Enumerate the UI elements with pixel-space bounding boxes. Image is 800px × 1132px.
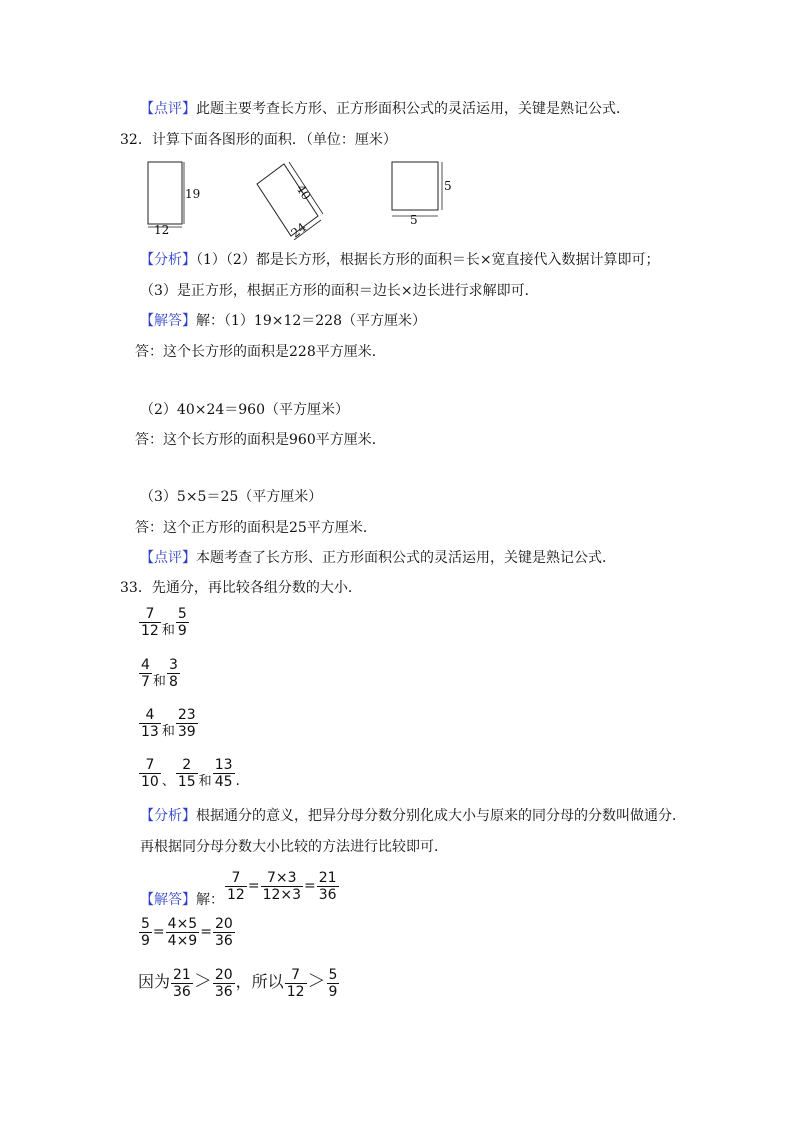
fraction: $\frac{7}{10}$: [141, 756, 159, 790]
comment-tag: 【点评】: [140, 101, 196, 117]
question-number: 32．: [120, 132, 152, 148]
reply-32-1: 答：这个长方形的面积是228平方厘米．: [135, 344, 386, 360]
square-height-label: 5: [444, 179, 452, 193]
comment-text: 本题考查了长方形、正方形面积公式的灵活运用，关键是熟记公式．: [196, 550, 616, 566]
question-text: 计算下面各图形的面积．（单位：厘米）: [151, 132, 397, 148]
answer-prefix: 解：: [196, 892, 224, 908]
equals: =: [152, 924, 165, 940]
and-text: 和: [198, 774, 212, 789]
fraction: $\frac{21}{36}$: [173, 966, 191, 1000]
figures: [140, 158, 470, 240]
greater-than: ＞: [307, 971, 326, 992]
reply-32-2: 答：这个长方形的面积是960平方厘米．: [135, 432, 386, 448]
answer-33-eq-2: [138, 912, 236, 952]
analysis-33-line-2: 再根据同分母分数大小比较的方法进行比较即可．: [140, 839, 448, 855]
comment-text: 此题主要考查长方形、正方形面积公式的灵活运用，关键是熟记公式．: [196, 101, 630, 117]
answer-32-line-2: （2）40×24＝960（平方厘米）: [140, 402, 349, 418]
rect2-side-a-label: 40: [293, 182, 314, 203]
fraction: $\frac{4\times 5}{4\times 9}$: [167, 915, 198, 949]
question-33: [120, 578, 362, 598]
answer-tag: 【解答】: [140, 892, 196, 908]
equals: =: [247, 878, 260, 894]
analysis-tag: 【分析】: [140, 808, 196, 824]
fraction: $\frac{21}{36}$: [318, 869, 337, 903]
answer-tag: 【解答】: [140, 313, 196, 329]
analysis-text: （1）（2）都是长方形，根据长方形的面积＝长×宽直接代入数据计算即可；: [196, 252, 660, 268]
and-text: 和: [152, 674, 166, 689]
fraction: $\frac{2}{15}$: [177, 756, 196, 790]
greater-than: ＞: [193, 971, 212, 992]
analysis-text: 根据通分的意义，把异分母分数分别化成大小与原来的同分母的分数叫做通分．: [196, 808, 686, 824]
answer-32-line-1: [140, 311, 426, 331]
fraction-group-3: [138, 705, 199, 750]
and-text: 和: [161, 623, 175, 638]
rectangle-1-figure: [148, 162, 200, 237]
analysis-33-line-1: [140, 806, 686, 826]
question-32: [120, 130, 397, 150]
rectangle-2-figure: [257, 162, 323, 240]
because-text: 因为: [138, 972, 171, 991]
comment-line-31: [140, 99, 630, 119]
fraction: $\frac{7}{12}$: [286, 966, 305, 1000]
rect2-side-b-label: 24: [288, 220, 310, 240]
fraction: $\frac{5}{9}$: [141, 915, 150, 949]
fraction: $\frac{13}{45}$: [214, 756, 233, 790]
fraction: $\frac{23}{39}$: [177, 706, 196, 740]
fraction: $\frac{7}{12}$: [227, 869, 245, 903]
rect1-width-label: 12: [154, 223, 170, 237]
fraction: $\frac{7\times 3}{12\times 3}$: [262, 869, 302, 903]
analysis-tag: 【分析】: [140, 252, 196, 268]
answer-32-line-3: （3）5×5＝25（平方厘米）: [140, 489, 323, 505]
comment-32-line: [140, 548, 616, 568]
fraction: $\frac{5}{9}$: [177, 605, 187, 639]
answer-33-compare: [138, 962, 340, 1002]
period: .: [235, 773, 240, 789]
so-text: ，所以: [235, 972, 284, 991]
fraction-group-1: [138, 604, 190, 649]
fraction: $\frac{5}{9}$: [328, 966, 338, 1000]
and-text: 和: [161, 724, 175, 739]
comment-tag: 【点评】: [140, 550, 196, 566]
equals: =: [304, 878, 316, 894]
answer-text: 解：（1）19×12＝228（平方厘米）: [196, 313, 426, 329]
fraction: $\frac{7}{12}$: [141, 605, 159, 639]
reply-32-3: 答：这个正方形的面积是25平方厘米．: [135, 520, 377, 536]
analysis-32-line-1: [140, 250, 660, 270]
fraction: $\frac{4}{7}$: [141, 656, 150, 690]
equals: =: [200, 924, 212, 940]
analysis-32-line-2: （3）是正方形，根据正方形的面积＝边长×边长进行求解即可．: [140, 283, 539, 299]
rect1-height-label: 19: [185, 187, 201, 201]
separator: 、: [161, 774, 175, 789]
fraction: $\frac{4}{13}$: [141, 706, 159, 740]
square-figure: [392, 162, 452, 227]
square-width-label: 5: [410, 213, 418, 227]
fraction-group-2: [138, 655, 181, 700]
fraction: $\frac{20}{36}$: [214, 966, 233, 1000]
question-number: 33．: [120, 580, 152, 596]
fraction-group-4: [138, 755, 240, 800]
fraction: $\frac{20}{36}$: [214, 915, 233, 949]
question-text: 先通分，再比较各组分数的大小．: [151, 580, 362, 596]
fraction: $\frac{3}{8}$: [168, 656, 178, 690]
